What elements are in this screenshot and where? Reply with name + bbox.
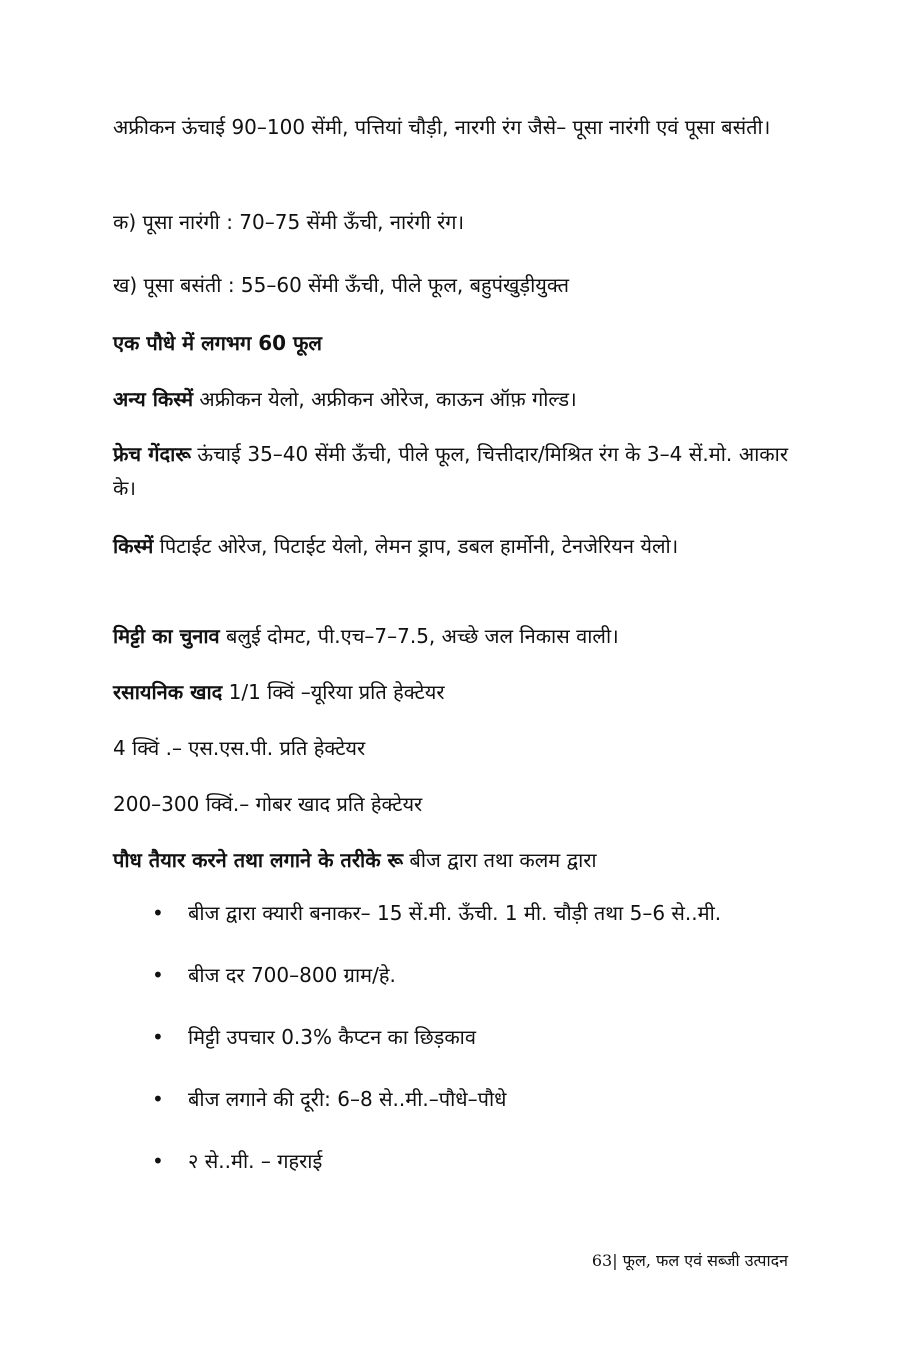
list-item — [150, 958, 790, 992]
text-chemical-fertilizer: 1/1 क्विं –यूरिया प्रति हेक्टेयर — [222, 680, 445, 704]
bullet-icon: • — [152, 1149, 164, 1173]
list-item — [150, 1082, 790, 1116]
list-item-text: २ से..मी. – गहराई — [188, 1149, 323, 1173]
label-other-varieties: अन्य किस्में — [113, 387, 194, 411]
text-soil-selection: बलुई दोमट, पी.एच–7–7.5, अच्छे जल निकास वाली। — [219, 624, 619, 648]
bullet-icon: • — [152, 1025, 164, 1049]
label-varieties: किस्में — [113, 534, 154, 558]
bullet-icon: • — [152, 901, 164, 925]
paragraph-chemical-fertilizer — [113, 675, 788, 709]
text-other-varieties: अफ्रीकन येलो, अफ्रीकन ओरेज, काऊन ऑफ़ गोल्ड। — [193, 387, 577, 411]
text-planting-methods: बीज द्वारा तथा कलम द्वारा — [403, 848, 597, 872]
paragraph-other-varieties — [113, 382, 788, 416]
paragraph-varieties — [113, 529, 788, 563]
list-item-text: मिट्टी उपचार 0.3% कैप्टन का छिड़काव — [188, 1025, 476, 1049]
list-item — [150, 1020, 790, 1054]
bullet-icon: • — [152, 963, 164, 987]
label-chemical-fertilizer: रसायनिक खाद — [113, 680, 223, 704]
paragraph-french-marigold — [113, 437, 788, 505]
paragraph-soil-selection — [113, 619, 788, 653]
list-item-text: बीज दर 700–800 ग्राम/हे. — [188, 963, 396, 987]
paragraph-manure: 200–300 क्विं.– गोबर खाद प्रति हेक्टेयर — [113, 792, 423, 816]
paragraph-african-marigold: अफ्रीकन ऊंचाई 90–100 सेंमी, पत्तियां चौड़ी, नारगी रंग जैसे– पूसा नारंगी एवं पूसा बसंती। — [113, 115, 771, 139]
label-french-marigold: फ्रेच गेंदारू — [113, 442, 191, 466]
text-french-marigold: ऊंचाई 35–40 सेंमी ऊँची, पीले फूल, चित्तीदार/मिश्रित रंग के 3–4 सें.मो. आकार के। — [113, 442, 788, 500]
paragraph-pusa-narangi: क) पूसा नारंगी : 70–75 सेंमी ऊँची, नारंगी रंग। — [113, 210, 465, 234]
paragraph-pusa-basanti: ख) पूसा बसंती : 55–60 सेंमी ऊँची, पीले फूल, बहुपंखुड़ीयुक्त — [113, 273, 569, 297]
paragraph-flowers-per-plant: एक पौधे में लगभग 60 फूल — [113, 331, 322, 355]
text-varieties: पिटाईट ओरेज, पिटाईट येलो, लेमन ड्राप, डबल हार्मोनी, टेनजेरियन येलो। — [153, 534, 679, 558]
bullet-list — [150, 896, 790, 1178]
paragraph-planting-methods — [113, 843, 788, 877]
list-item — [150, 1144, 790, 1178]
paragraph-ssp: 4 क्विं .– एस.एस.पी. प्रति हेक्टेयर — [113, 736, 366, 760]
list-item-text: बीज लगाने की दूरी: 6–8 से..मी.–पौधे–पौधे — [188, 1087, 507, 1111]
label-planting-methods: पौध तैयार करने तथा लगाने के तरीके रू — [113, 848, 404, 872]
bullet-icon: • — [152, 1087, 164, 1111]
list-item — [150, 896, 790, 930]
list-item-text: बीज द्वारा क्यारी बनाकर– 15 सें.मी. ऊँची. 1 मी. चौड़ी तथा 5–6 से..मी. — [188, 901, 722, 925]
page-footer: 63| फूल, फल एवं सब्जी उत्पादन — [591, 1251, 788, 1270]
label-soil-selection: मिट्टी का चुनाव — [113, 624, 220, 648]
